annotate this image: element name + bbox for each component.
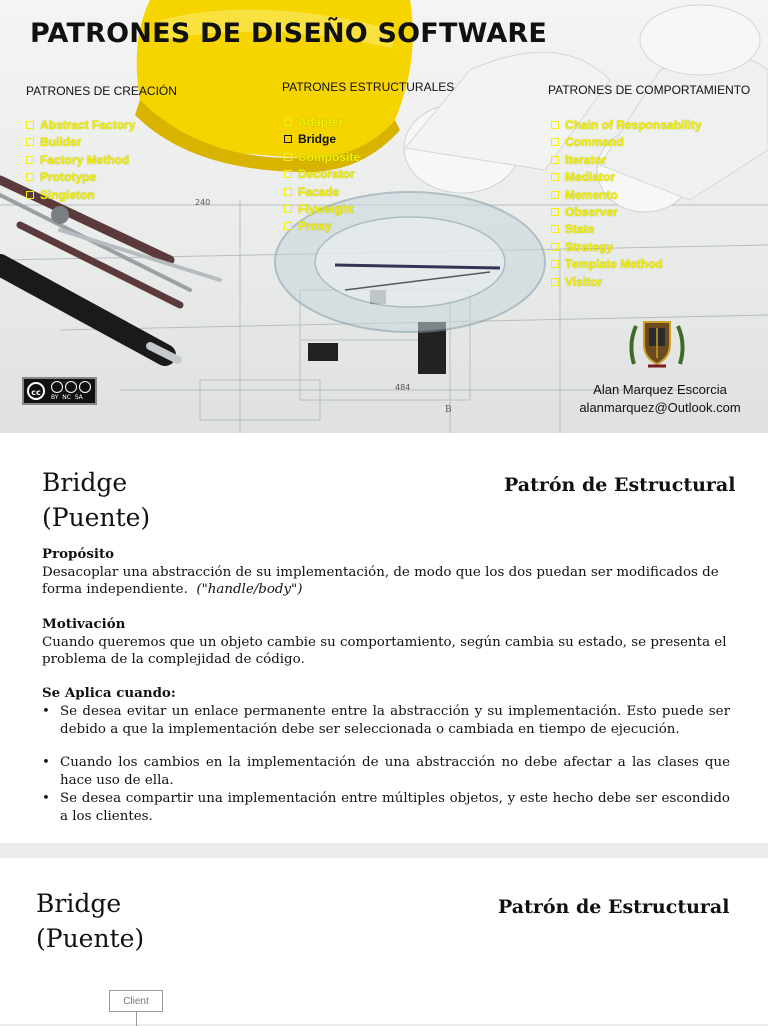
applies-bullet-item: • Se desea evitar un enlace permanente entre la abstracción y su implementación. Esto puede ser debido a que la implementación debe ser seleccionada o cambiada en tiempo de ejecución. bbox=[42, 704, 730, 737]
pattern-link-singleton[interactable]: Singleton bbox=[26, 187, 135, 204]
checkbox-icon bbox=[284, 118, 292, 126]
document-title: PATRONES DE DISEÑO SOFTWARE bbox=[30, 18, 548, 49]
pattern-link-visitor[interactable]: Visitor bbox=[551, 274, 702, 291]
checkbox-icon bbox=[551, 173, 559, 181]
license-tags: BY NC SA bbox=[51, 394, 83, 401]
behavioral-heading: PATRONES DE COMPORTAMIENTO bbox=[548, 83, 751, 97]
uml-client-box: Client bbox=[109, 990, 163, 1012]
checkbox-icon bbox=[284, 170, 292, 178]
svg-text:B: B bbox=[445, 405, 452, 415]
pattern-name-heading: Bridge (Puente) bbox=[36, 889, 145, 953]
structural-heading: PATRONES ESTRUCTURALES bbox=[282, 80, 455, 94]
checkbox-icon bbox=[26, 156, 34, 164]
pattern-link-iterator[interactable]: Iterator bbox=[551, 152, 702, 169]
pattern-link-strategy[interactable]: Strategy bbox=[551, 239, 702, 256]
license-sharealike-icon bbox=[79, 381, 91, 393]
pattern-link-state[interactable]: State bbox=[551, 221, 702, 238]
pattern-link-decorator[interactable]: Decorator bbox=[284, 166, 360, 183]
checkbox-icon bbox=[551, 191, 559, 199]
checkbox-icon bbox=[284, 135, 292, 143]
svg-text:484: 484 bbox=[395, 383, 411, 392]
motivation-section bbox=[42, 616, 732, 669]
pattern-link-template-method[interactable]: Template Method bbox=[551, 256, 702, 273]
pattern-link-facade[interactable]: Facade bbox=[284, 184, 360, 201]
motivation-text: Cuando queremos que un objeto cambie su comportamiento, según cambia su estado, se presenta el problema de la complejidad de código. bbox=[42, 634, 727, 667]
checkbox-icon bbox=[26, 191, 34, 199]
checkbox-icon bbox=[284, 205, 292, 213]
pattern-link-mediator[interactable]: Mediator bbox=[551, 169, 702, 186]
pattern-link-command[interactable]: Command bbox=[551, 134, 702, 151]
pattern-link-factory-method[interactable]: Factory Method bbox=[26, 152, 135, 169]
applies-title: Se Aplica cuando: bbox=[42, 685, 176, 701]
checkbox-icon bbox=[284, 188, 292, 196]
purpose-title: Propósito bbox=[42, 546, 115, 562]
structural-pattern-list bbox=[284, 114, 360, 236]
cover-banner bbox=[0, 0, 768, 433]
checkbox-icon bbox=[551, 225, 559, 233]
pattern-link-memento[interactable]: Memento bbox=[551, 187, 702, 204]
pattern-link-proxy[interactable]: Proxy bbox=[284, 218, 360, 235]
license-noncommercial-icon bbox=[65, 381, 77, 393]
author-email-link[interactable]: alanmarquez@Outlook.com bbox=[579, 400, 741, 415]
pattern-category-heading: Patrón de Estructural bbox=[504, 474, 736, 496]
document-page-2 bbox=[0, 858, 768, 1024]
license-person-icon bbox=[51, 381, 63, 393]
document-page-1 bbox=[0, 433, 768, 843]
checkbox-icon bbox=[551, 156, 559, 164]
pattern-link-prototype[interactable]: Prototype bbox=[26, 169, 135, 186]
svg-text:240: 240 bbox=[195, 198, 211, 207]
creative-commons-badge[interactable] bbox=[22, 377, 97, 405]
author-info bbox=[560, 381, 760, 417]
applies-bullet-item: • Cuando los cambios en la implementación de una abstracción no debe afectar a las clases que hace uso de ella. bbox=[42, 755, 730, 788]
checkbox-icon bbox=[551, 243, 559, 251]
creation-pattern-list bbox=[26, 117, 135, 204]
pattern-link-abstract-factory[interactable]: Abstract Factory bbox=[26, 117, 135, 134]
author-name: Alan Marquez Escorcia bbox=[593, 382, 727, 397]
checkbox-icon bbox=[284, 222, 292, 230]
pattern-link-bridge[interactable]: Bridge bbox=[284, 131, 360, 148]
motivation-title: Motivación bbox=[42, 616, 126, 632]
purpose-hint: ("handle/body") bbox=[196, 582, 303, 597]
checkbox-icon bbox=[284, 153, 292, 161]
applies-bullet-item: • Se desea compartir una implementación entre múltiples objetos, y este hecho debe ser escondido a los clientes. bbox=[42, 791, 730, 824]
pattern-link-adapter[interactable]: Adapter bbox=[284, 114, 360, 131]
checkbox-icon bbox=[551, 260, 559, 268]
checkbox-icon bbox=[551, 208, 559, 216]
checkbox-icon bbox=[551, 121, 559, 129]
pattern-link-chain-of-responsability[interactable]: Chain of Responsability bbox=[551, 117, 702, 134]
behavioral-pattern-list bbox=[551, 117, 702, 291]
checkbox-icon bbox=[26, 121, 34, 129]
cc-logo-icon: cc bbox=[27, 382, 45, 400]
pattern-name-heading: Bridge (Puente) bbox=[42, 468, 151, 532]
creation-heading: PATRONES DE CREACIÓN bbox=[26, 84, 177, 98]
checkbox-icon bbox=[551, 138, 559, 146]
checkbox-icon bbox=[26, 138, 34, 146]
pattern-link-builder[interactable]: Builder bbox=[26, 134, 135, 151]
university-crest-logo bbox=[626, 314, 688, 376]
pattern-link-flyweight[interactable]: Flyweight bbox=[284, 201, 360, 218]
checkbox-icon bbox=[551, 278, 559, 286]
purpose-text: Desacoplar una abstracción de su implementación, de modo que los dos puedan ser modificados de forma independiente. bbox=[42, 564, 719, 597]
pattern-category-heading: Patrón de Estructural bbox=[498, 896, 730, 918]
pattern-link-composite[interactable]: Composite bbox=[284, 149, 360, 166]
purpose-section bbox=[42, 546, 732, 599]
pattern-link-observer[interactable]: Observer bbox=[551, 204, 702, 221]
checkbox-icon bbox=[26, 173, 34, 181]
